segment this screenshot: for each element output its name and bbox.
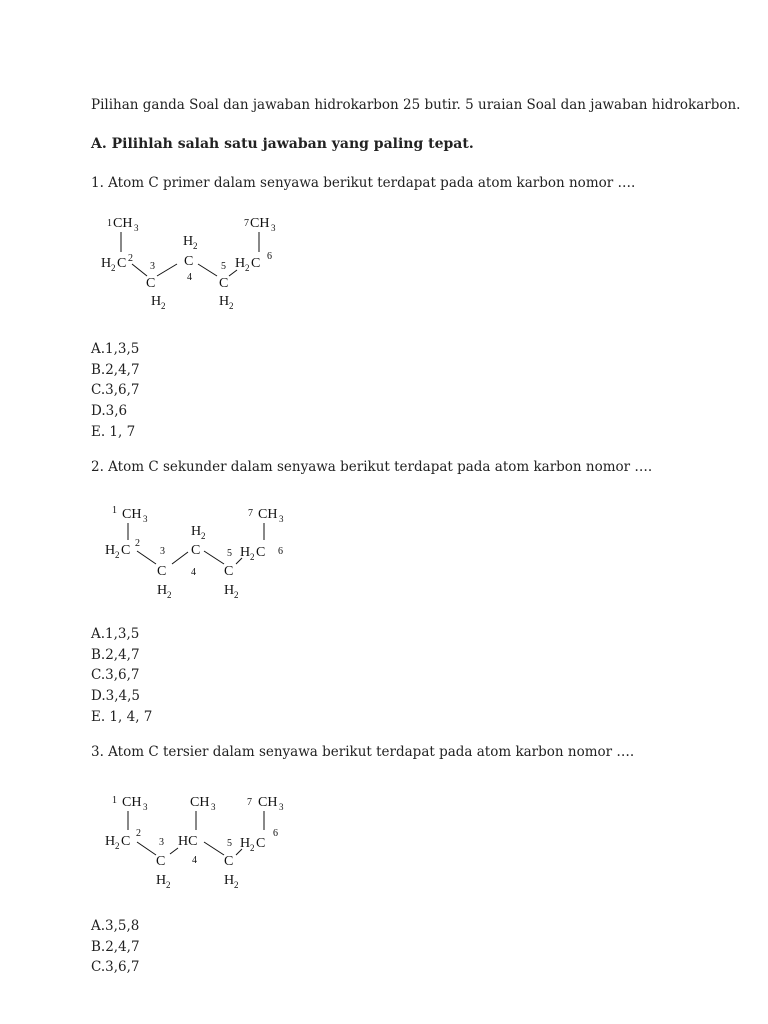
s3-bond-2-3 — [137, 842, 156, 855]
s2-h2c-6c: C — [256, 545, 266, 560]
s1-num-7: 7 — [244, 218, 249, 229]
s2-h2c-2c: C — [121, 543, 131, 558]
s1-h2c-6c: C — [251, 256, 261, 271]
q2-option-b[interactable]: B.2,4,7 — [91, 646, 140, 663]
s3-num-2: 2 — [136, 828, 141, 839]
s3-num-1: 1 — [112, 795, 117, 806]
s1-sub-1: 3 — [134, 223, 139, 233]
s2-sub-5: 2 — [234, 590, 239, 600]
s2-sub-3: 2 — [167, 590, 172, 600]
s3-num-5: 5 — [227, 838, 232, 849]
question-3-text: 3. Atom C tersier dalam senyawa berikut terdapat pada atom karbon nomor …. — [91, 744, 635, 760]
s2-h-4: H — [191, 524, 202, 539]
q3-option-b[interactable]: B.2,4,7 — [91, 938, 140, 955]
question-1-text: 1. Atom C primer dalam senyawa berikut terdapat pada atom karbon nomor …. — [91, 175, 636, 191]
q2-option-c[interactable]: C.3,6,7 — [91, 667, 140, 684]
section-heading: A. Pilihlah salah satu jawaban yang paling tepat. — [91, 136, 474, 152]
structure-1 — [95, 210, 295, 320]
s2-ch-7: CH — [258, 507, 278, 522]
q3-option-c[interactable]: C.3,6,7 — [91, 959, 140, 976]
s2-h2c-6a: H — [240, 545, 251, 560]
s3-h2c-6c: C — [256, 836, 266, 851]
s1-num-6: 6 — [267, 251, 272, 262]
s1-num-3: 3 — [150, 261, 155, 272]
question-2-text: 2. Atom C sekunder dalam senyawa berikut terdapat pada atom karbon nomor …. — [91, 459, 653, 475]
s1-c-4: C — [184, 254, 194, 269]
s1-c-3: C — [146, 276, 156, 291]
s1-ch-7: CH — [250, 216, 270, 231]
s1-h-5: H — [219, 294, 230, 309]
s1-bond-4-5 — [198, 264, 217, 276]
s3-ch-8: CH — [190, 795, 210, 810]
s2-num-4: 4 — [191, 567, 196, 578]
s3-num-4: 4 — [192, 855, 197, 866]
s2-num-6: 6 — [278, 546, 283, 557]
s3-num-6: 6 — [273, 828, 278, 839]
s2-num-3: 3 — [160, 546, 165, 557]
s1-num-5: 5 — [221, 261, 226, 272]
s3-num-3: 3 — [159, 837, 164, 848]
s2-num-2: 2 — [135, 538, 140, 549]
s1-num-2: 2 — [128, 253, 133, 264]
s2-c-4: C — [191, 543, 201, 558]
s3-bond-3-4 — [170, 848, 178, 854]
s3-c-5: C — [224, 854, 234, 869]
question-3-options — [91, 916, 140, 978]
s3-h2c-6a: H — [240, 836, 251, 851]
s1-bond-3-4 — [157, 264, 177, 276]
question-1-options — [91, 339, 140, 443]
q1-option-e[interactable]: E. 1, 7 — [91, 423, 136, 440]
s3-ch-7: CH — [258, 795, 278, 810]
s2-num-7: 7 — [248, 508, 253, 519]
s3-hc-4: HC — [178, 834, 198, 849]
s3-sub-5: 2 — [234, 880, 239, 890]
s2-sub-4: 2 — [201, 531, 206, 541]
s1-sub-5: 2 — [229, 301, 234, 311]
s1-h-3: H — [151, 294, 162, 309]
intro-text: Pilihan ganda Soal dan jawaban hidrokarbon 25 butir. 5 uraian Soal dan jawaban hidrokarbon. — [91, 97, 741, 113]
s1-c-5: C — [219, 276, 229, 291]
s2-sub-7: 3 — [279, 514, 284, 524]
s1-sub-7: 3 — [271, 223, 276, 233]
s3-h-5: H — [224, 873, 235, 888]
s1-h2c-6a: H — [235, 256, 246, 271]
s2-ch-1: CH — [122, 507, 142, 522]
s1-sub-4: 2 — [193, 241, 198, 251]
s3-sub-3: 2 — [166, 880, 171, 890]
s2-num-1: 1 — [112, 505, 117, 516]
s3-h2c-2a: H — [105, 834, 116, 849]
s2-h2c-6b: 2 — [250, 552, 255, 562]
structure-3 — [100, 786, 300, 896]
s3-c-3: C — [156, 854, 166, 869]
s1-h-4: H — [183, 234, 194, 249]
s3-h2c-2c: C — [121, 834, 131, 849]
q1-option-b[interactable]: B.2,4,7 — [91, 361, 140, 378]
s2-sub-1: 3 — [143, 514, 148, 524]
s3-sub-7: 3 — [279, 802, 284, 812]
s2-bond-4-5 — [204, 551, 224, 564]
s2-h2c-2a: H — [105, 543, 116, 558]
q2-option-a[interactable]: A.1,3,5 — [91, 626, 140, 642]
q3-option-a[interactable]: A.3,5,8 — [91, 918, 140, 934]
s2-c-5: C — [224, 564, 234, 579]
s1-bond-2-3 — [132, 264, 147, 276]
question-2-options — [91, 624, 152, 728]
s2-bond-2-3 — [137, 551, 156, 564]
s3-h2c-6b: 2 — [250, 843, 255, 853]
s1-h2c-2a: H — [101, 256, 112, 271]
s3-bond-4-5 — [204, 842, 224, 855]
s1-sub-3: 2 — [161, 301, 166, 311]
s3-sub-8: 3 — [211, 802, 216, 812]
s1-h2c-6b: 2 — [245, 263, 250, 273]
structure-2 — [100, 496, 300, 606]
s3-h-3: H — [156, 873, 167, 888]
s2-h-3: H — [157, 583, 168, 598]
s2-bond-3-4 — [172, 552, 188, 564]
s2-h2c-2b: 2 — [115, 550, 120, 560]
s2-h-5: H — [224, 583, 235, 598]
q2-option-d[interactable]: D.3,4,5 — [91, 688, 140, 705]
s1-num-4: 4 — [187, 272, 192, 283]
s1-ch-1: CH — [113, 216, 133, 231]
s3-sub-1: 3 — [143, 802, 148, 812]
s2-num-5: 5 — [227, 548, 232, 559]
s3-ch-1: CH — [122, 795, 142, 810]
s3-h2c-2b: 2 — [115, 841, 120, 851]
q2-option-e[interactable]: E. 1, 4, 7 — [91, 708, 153, 725]
q1-option-d[interactable]: D.3,6 — [91, 403, 128, 420]
s1-h2c-2b: 2 — [111, 263, 116, 273]
q1-option-c[interactable]: C.3,6,7 — [91, 382, 140, 399]
s2-c-3: C — [157, 564, 167, 579]
q1-option-a[interactable]: A.1,3,5 — [91, 341, 140, 357]
s1-num-1: 1 — [107, 218, 112, 229]
s3-num-7: 7 — [247, 797, 252, 808]
s1-h2c-2c: C — [117, 256, 127, 271]
